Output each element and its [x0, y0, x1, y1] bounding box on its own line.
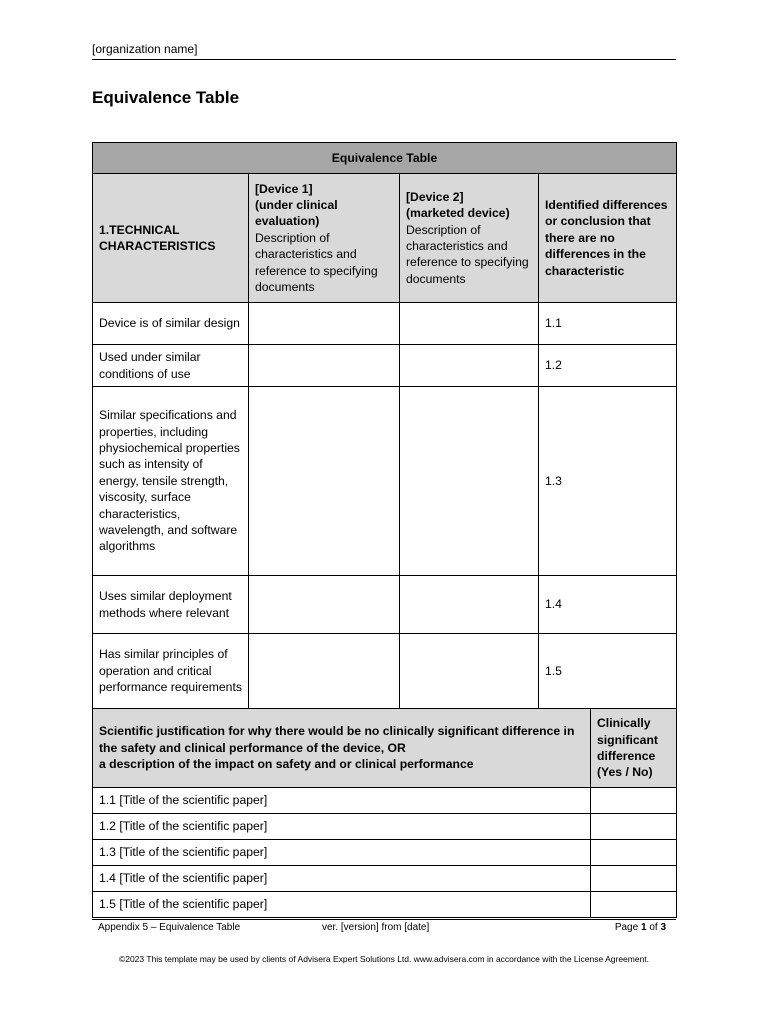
device1-cell[interactable] — [249, 303, 400, 345]
clinical-difference-cell[interactable] — [591, 892, 677, 918]
device1-cell[interactable] — [249, 576, 400, 634]
characteristic-cell: Device is of similar design — [93, 303, 249, 345]
device1-cell[interactable] — [249, 634, 400, 709]
clinical-difference-cell[interactable] — [591, 866, 677, 892]
table-row — [93, 576, 677, 634]
device2-cell[interactable] — [400, 634, 539, 709]
clinical-difference-cell[interactable] — [591, 814, 677, 840]
table-row — [93, 634, 677, 709]
device2-cell[interactable] — [400, 576, 539, 634]
paper-title-cell[interactable]: 1.1 [Title of the scientific paper] — [93, 788, 591, 814]
table-row — [93, 387, 677, 576]
clinical-difference-cell[interactable] — [591, 840, 677, 866]
differences-header: Identified differences or conclusion that there are no differences in the characteristic — [539, 174, 677, 303]
difference-cell[interactable]: 1.4 — [539, 576, 677, 634]
device2-header — [400, 174, 539, 303]
difference-cell[interactable]: 1.2 — [539, 345, 677, 387]
footer-appendix-label: Appendix 5 – Equivalence Table — [98, 922, 241, 933]
footer-page-number: Page 1 of 3 — [614, 922, 666, 933]
device1-cell[interactable] — [249, 387, 400, 576]
table-row — [93, 814, 677, 840]
paper-title-cell[interactable]: 1.5 [Title of the scientific paper] — [93, 892, 591, 918]
organization-name: [organization name] — [92, 42, 676, 60]
difference-cell[interactable]: 1.5 — [539, 634, 677, 709]
paper-title-cell[interactable]: 1.4 [Title of the scientific paper] — [93, 866, 591, 892]
footer-version: ver. [version] from [date] — [322, 922, 430, 933]
characteristic-cell: Used under similar conditions of use — [93, 345, 249, 387]
difference-cell[interactable]: 1.3 — [539, 387, 677, 576]
device1-cell[interactable] — [249, 345, 400, 387]
device2-cell[interactable] — [400, 303, 539, 345]
equivalence-table — [92, 142, 677, 918]
justification-line-2: a description of the impact on safety and or clinical performance — [99, 757, 474, 772]
device2-cell[interactable] — [400, 387, 539, 576]
device2-cell[interactable] — [400, 345, 539, 387]
characteristic-cell: Similar specifications and properties, including physiochemical properties such as intensity of energy, tensile strength, viscosity, surface characteristics, wavelength, and software algorithms — [93, 387, 249, 576]
device1-description: Description of characteristics and reference to specifying documents — [255, 230, 378, 295]
copyright-notice: ©2023 This template may be used by clients of Advisera Expert Solutions Ltd. www.advisera.com in accordance with the License Agreement. — [118, 954, 650, 964]
device1-title: [Device 1] — [255, 181, 313, 196]
table-row — [93, 788, 677, 814]
device2-description: Description of characteristics and reference to specifying documents — [406, 222, 529, 286]
clinical-difference-cell[interactable] — [591, 788, 677, 814]
justification-header — [93, 709, 591, 788]
table-row — [93, 840, 677, 866]
table-row — [93, 345, 677, 387]
justification-line-1: Scientific justification for why there would be no clinically significant difference in the safety and clinical performance of the device, OR — [99, 724, 575, 755]
technical-characteristics-header: 1.TECHNICAL CHARACTERISTICS — [93, 174, 249, 303]
table-caption: Equivalence Table — [93, 143, 677, 174]
table-row — [93, 303, 677, 345]
device1-header — [249, 174, 400, 303]
device1-subtitle: (under clinical evaluation) — [255, 197, 338, 229]
table-row — [93, 892, 677, 918]
paper-title-cell[interactable]: 1.2 [Title of the scientific paper] — [93, 814, 591, 840]
difference-cell[interactable]: 1.1 — [539, 303, 677, 345]
device2-subtitle: (marketed device) — [406, 206, 510, 221]
paper-title-cell[interactable]: 1.3 [Title of the scientific paper] — [93, 840, 591, 866]
page-footer — [98, 922, 666, 936]
characteristic-cell: Uses similar deployment methods where relevant — [93, 576, 249, 634]
clinical-difference-header: Clinically significant difference (Yes / No) — [591, 709, 677, 788]
footer-divider — [92, 919, 676, 920]
table-row — [93, 866, 677, 892]
device2-title: [Device 2] — [406, 189, 464, 204]
characteristic-cell: Has similar principles of operation and critical performance requirements — [93, 634, 249, 709]
document-title: Equivalence Table — [92, 88, 240, 107]
